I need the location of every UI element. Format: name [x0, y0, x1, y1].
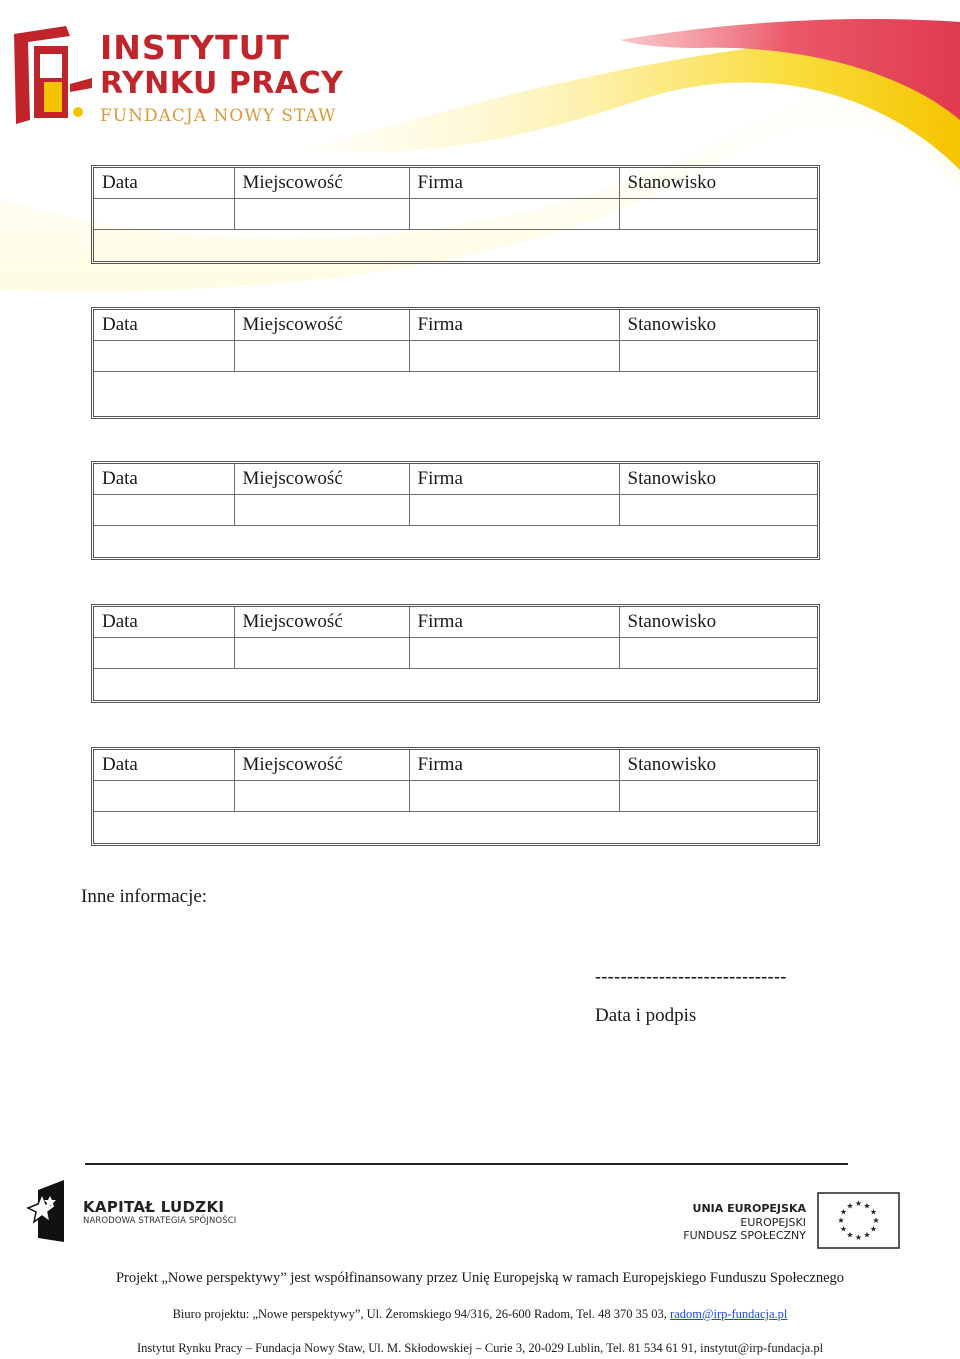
header-cell-data: Data: [94, 750, 234, 781]
svg-text:★: ★: [863, 1201, 871, 1211]
project-office-address: [0, 1307, 960, 1322]
svg-text:★: ★: [839, 1207, 848, 1217]
table-input-row: [94, 199, 817, 230]
experience-table: [94, 310, 817, 416]
svg-text:★: ★: [869, 1207, 878, 1217]
header-cell-firma: Firma: [409, 464, 619, 495]
institute-logo: [8, 22, 358, 132]
signature-label: Data i podpis: [595, 1005, 697, 1026]
kapital-ludzki-title: KAPITAŁ LUDZKI: [83, 1198, 225, 1216]
logo-subtitle: FUNDACJA NOWY STAW: [100, 106, 337, 126]
description-cell[interactable]: [94, 812, 817, 844]
input-cell-data[interactable]: [94, 495, 234, 526]
table-header-row: [94, 464, 817, 495]
input-cell-firma[interactable]: [409, 199, 619, 230]
table-input-row: [94, 781, 817, 812]
table-header-row: [94, 607, 817, 638]
other-info-label: Inne informacje:: [81, 886, 208, 907]
logo-title-line2: RYNKU PRACY: [100, 66, 344, 101]
input-cell-data[interactable]: [94, 781, 234, 812]
experience-table: [94, 464, 817, 557]
input-cell-stanowisko[interactable]: [619, 781, 817, 812]
header-cell-stanowisko: Stanowisko: [619, 168, 817, 199]
table-header-row: [94, 750, 817, 781]
table-header-row: [94, 310, 817, 341]
input-cell-stanowisko[interactable]: [619, 199, 817, 230]
input-cell-firma[interactable]: [409, 495, 619, 526]
experience-entry: [91, 165, 820, 264]
input-cell-stanowisko[interactable]: [619, 341, 817, 372]
header-cell-miejscowosc: Miejscowość: [234, 607, 409, 638]
table-description-row: [94, 372, 817, 417]
input-cell-firma[interactable]: [409, 341, 619, 372]
svg-text:★: ★: [846, 1230, 854, 1240]
project-cofinancing-note: Projekt „Nowe perspektywy” jest współfinansowany przez Unię Europejską w ramach Europejskiego Funduszu Społecznego: [115, 1270, 845, 1286]
header-cell-firma: Firma: [409, 750, 619, 781]
eu-logo: [683, 1192, 902, 1250]
table-description-row: [94, 669, 817, 701]
header-cell-data: Data: [94, 168, 234, 199]
description-cell[interactable]: [94, 526, 817, 558]
experience-entry: [91, 604, 820, 703]
office-address-text: Biuro projektu: „Nowe perspektywy”, Ul. Żeromskiego 94/316, 26-600 Radom, Tel. 48 370 35 03,: [172, 1307, 671, 1321]
header-cell-stanowisko: Stanowisko: [619, 464, 817, 495]
experience-entry: [91, 747, 820, 846]
header-cell-data: Data: [94, 464, 234, 495]
eu-flag-icon: [817, 1192, 900, 1249]
logo-emblem-icon: [8, 26, 92, 130]
input-cell-miejscowosc[interactable]: [234, 638, 409, 669]
header-cell-miejscowosc: Miejscowość: [234, 168, 409, 199]
header-cell-stanowisko: Stanowisko: [619, 750, 817, 781]
signature-line: ------------------------------: [595, 966, 787, 986]
description-cell[interactable]: [94, 669, 817, 701]
svg-text:★: ★: [872, 1216, 880, 1225]
institute-address: Instytut Rynku Pracy – Fundacja Nowy Staw, Ul. M. Skłodowskiej – Curie 3, 20-029 Lublin, Tel. 81 534 61 91, instytut@irp-fundacja.pl: [136, 1341, 824, 1355]
header-cell-miejscowosc: Miejscowość: [234, 310, 409, 341]
table-description-row: [94, 230, 817, 262]
svg-text:★: ★: [837, 1216, 845, 1225]
input-cell-firma[interactable]: [409, 638, 619, 669]
table-description-row: [94, 812, 817, 844]
experience-entry: [91, 461, 820, 560]
input-cell-data[interactable]: [94, 341, 234, 372]
header-cell-firma: Firma: [409, 310, 619, 341]
header-cell-firma: Firma: [409, 607, 619, 638]
table-input-row: [94, 638, 817, 669]
svg-text:★: ★: [846, 1201, 854, 1211]
input-cell-miejscowosc[interactable]: [234, 341, 409, 372]
kapital-ludzki-subtitle: NARODOWA STRATEGIA SPÓJNOŚCI: [83, 1216, 237, 1226]
office-email-link[interactable]: radom@irp-fundacja.pl: [670, 1307, 788, 1321]
input-cell-data[interactable]: [94, 199, 234, 230]
header-cell-stanowisko: Stanowisko: [619, 310, 817, 341]
header-cell-firma: Firma: [409, 168, 619, 199]
input-cell-firma[interactable]: [409, 781, 619, 812]
input-cell-data[interactable]: [94, 638, 234, 669]
header-cell-data: Data: [94, 607, 234, 638]
table-input-row: [94, 341, 817, 372]
eu-line1: UNIA EUROPEJSKA: [692, 1202, 806, 1215]
description-cell[interactable]: [94, 230, 817, 262]
experience-entry: [91, 307, 820, 419]
input-cell-miejscowosc[interactable]: [234, 199, 409, 230]
footer-divider: [85, 1163, 848, 1165]
experience-table: [94, 607, 817, 700]
eu-line3: FUNDUSZ SPOŁECZNY: [683, 1229, 806, 1242]
svg-text:★: ★: [863, 1230, 871, 1240]
header-cell-data: Data: [94, 310, 234, 341]
table-input-row: [94, 495, 817, 526]
svg-text:★: ★: [854, 1233, 863, 1242]
input-cell-miejscowosc[interactable]: [234, 781, 409, 812]
description-cell[interactable]: [94, 372, 817, 417]
table-description-row: [94, 526, 817, 558]
experience-table: [94, 168, 817, 261]
input-cell-stanowisko[interactable]: [619, 495, 817, 526]
logo-title-line1: INSTYTUT: [100, 28, 290, 67]
header-cell-stanowisko: Stanowisko: [619, 607, 817, 638]
experience-table: [94, 750, 817, 843]
input-cell-stanowisko[interactable]: [619, 638, 817, 669]
svg-text:★: ★: [869, 1224, 878, 1234]
header-cell-miejscowosc: Miejscowość: [234, 750, 409, 781]
table-header-row: [94, 168, 817, 199]
header-cell-miejscowosc: Miejscowość: [234, 464, 409, 495]
eu-line2: EUROPEJSKI: [740, 1216, 806, 1229]
svg-text:★: ★: [854, 1199, 863, 1208]
input-cell-miejscowosc[interactable]: [234, 495, 409, 526]
svg-text:★: ★: [839, 1224, 848, 1234]
